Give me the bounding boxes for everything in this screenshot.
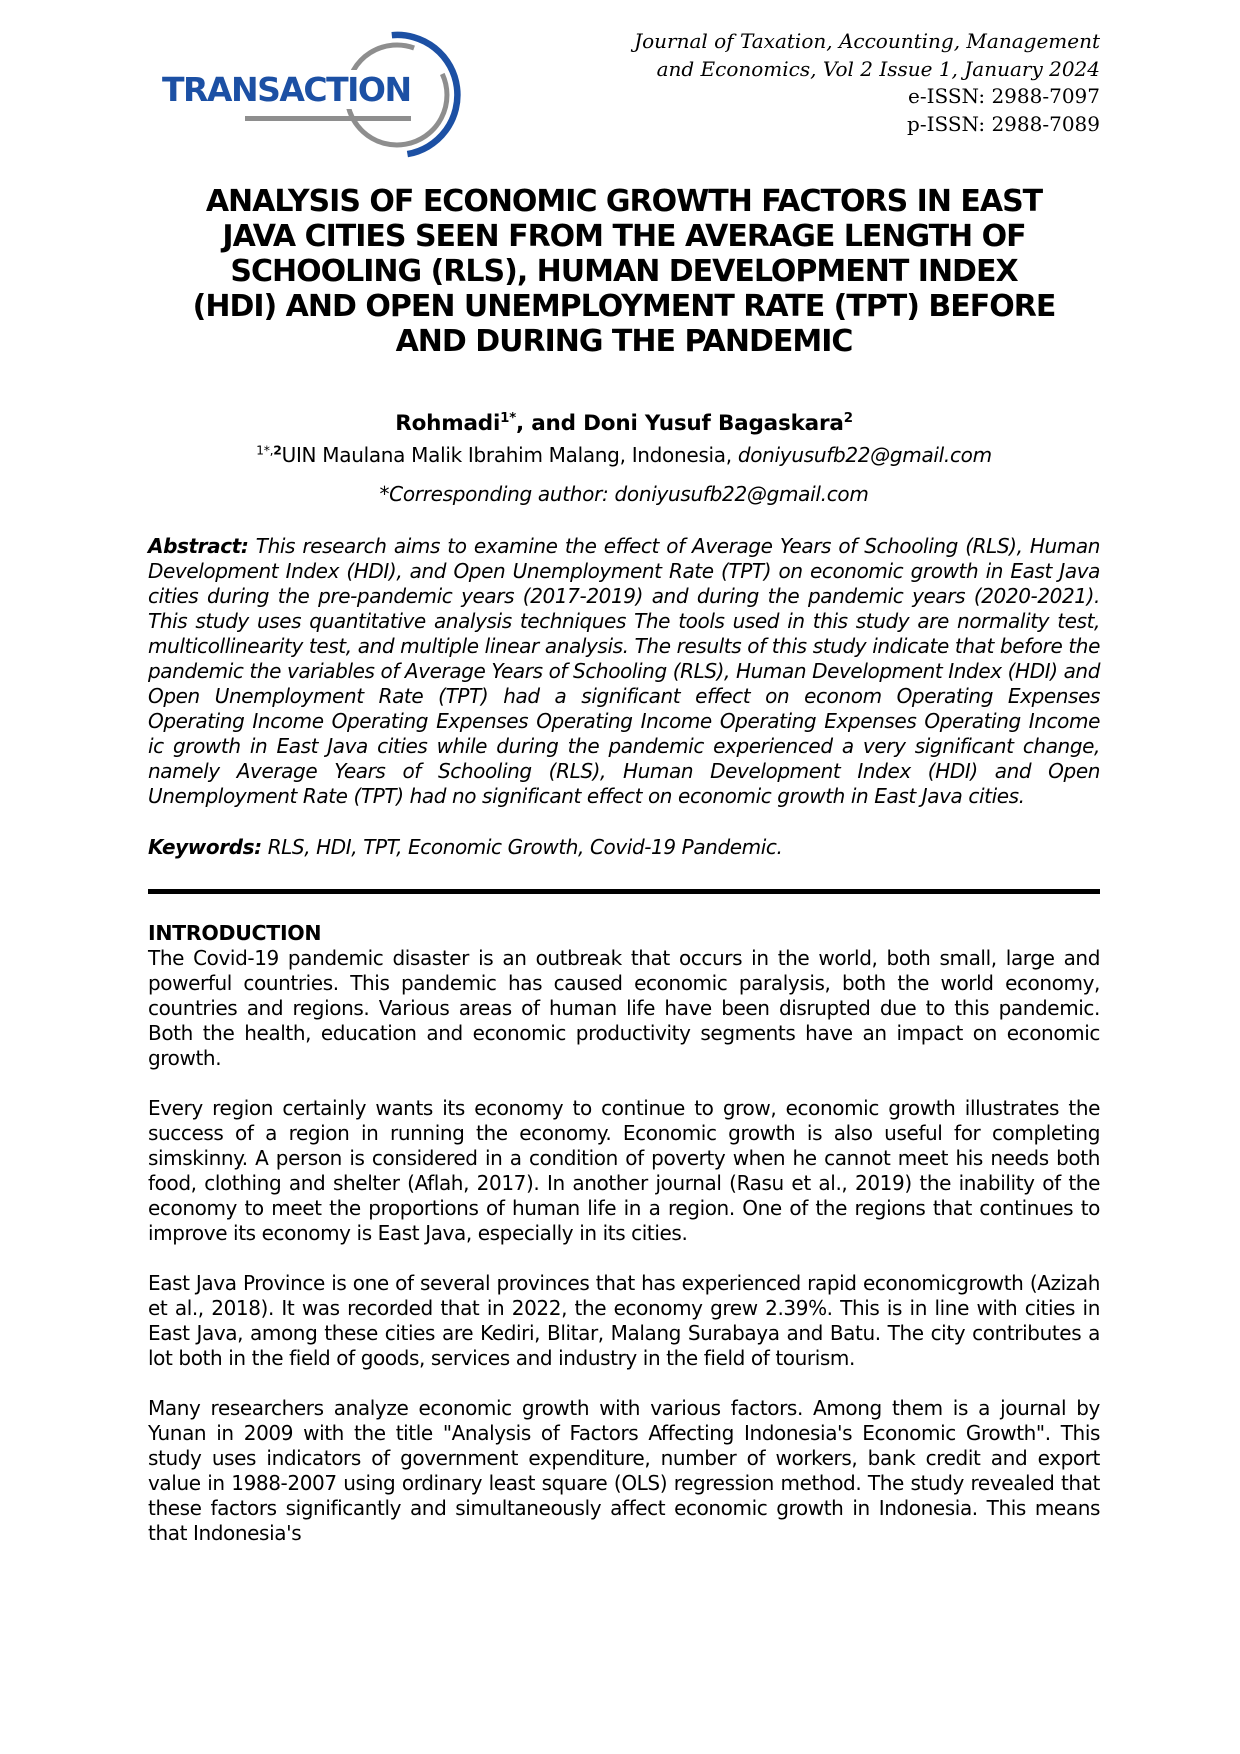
journal-info-line: e-ISSN: 2988-7097 xyxy=(908,84,1100,108)
affiliation-text: UIN Maulana Malik Ibrahim Malang, Indonesia, xyxy=(281,443,732,467)
author2-superscript: 2 xyxy=(843,410,853,426)
logo-wordmark: TRANSACTION xyxy=(162,70,411,109)
body-paragraph: Many researchers analyze economic growth with various factors. Among them is a journal by Yunan in 2009 with the title "Analysis of Factors Affecting Indonesia's Economic Growth". This study uses indicators of government expenditure, number of workers, bank credit and export value in 1988-2007 using ordinary least square (OLS) regression method. The study revealed that these factors significantly and simultaneously affect economic growth in Indonesia. This means that Indonesia's xyxy=(148,1396,1100,1545)
logo-underline xyxy=(245,116,411,121)
keywords-label: Keywords: xyxy=(148,835,262,859)
author1-superscript: 1* xyxy=(500,410,516,426)
keywords-text: RLS, HDI, TPT, Economic Growth, Covid-19 Pandemic. xyxy=(267,835,783,859)
body-paragraph: Every region certainly wants its economy to continue to grow, economic growth illustrates the success of a region in running the economy. Economic growth is also useful for completing simskinny. A person is considered in a condition of poverty when he cannot meet his needs both food, clothing and shelter (Aflah, 2017). In another journal (Rasu et al., 2019) the inability of the economy to meet the proportions of human life in a region. One of the regions that continues to improve its economy is East Java, especially in its cities. xyxy=(148,1096,1100,1245)
authors-connector: , and xyxy=(515,411,584,436)
keywords-line xyxy=(148,835,1100,859)
paper-title-line: JAVA CITIES SEEN FROM THE AVERAGE LENGTH OF xyxy=(222,219,1026,254)
author2-name: Doni Yusuf Bagaskara xyxy=(583,411,844,436)
paper-title xyxy=(148,184,1100,359)
authors-line xyxy=(148,411,1100,436)
abstract-label: Abstract: xyxy=(148,534,249,558)
affiliation-email: doniyusufb22@gmail.com xyxy=(737,443,992,467)
abstract xyxy=(148,534,1100,809)
body-paragraph: East Java Province is one of several provinces that has experienced rapid economicgrowth (Azizah et al., 2018). It was recorded that in 2022, the economy grew 2.39%. This is in line with cities in East Java, among these cities are Kediri, Blitar, Malang Surabaya and Batu. The city contributes a lot both in the field of goods, services and industry in the field of tourism. xyxy=(148,1271,1100,1370)
journal-info-line: Journal of Taxation, Accounting, Management xyxy=(634,29,1100,53)
journal-header xyxy=(148,0,1100,172)
journal-issue-info xyxy=(634,28,1100,138)
paper-title-line: AND DURING THE PANDEMIC xyxy=(395,324,853,359)
section-divider xyxy=(148,889,1100,894)
abstract-text: This research aims to examine the effect of Average Years of Schooling (RLS), Human Development Index (HDI), and Open Unemployment Rate (TPT) on economic growth in East Java cities during the pre-pandemic years (2017-2019) and during the pandemic years (2020-2021). This study uses quantitative analysis techniques The tools used in this study are normality test, multicollinearity test, and multiple linear analysis. The results of this study indicate that before the pandemic the variables of Average Years of Schooling (RLS), Human Development Index (HDI) and Open Unemployment Rate (TPT) had a significant effect on econom Operating Expenses Operating Income Operating Expenses Operating Income Operating Expenses Operating Income ic growth in East Java cities while during the pandemic experienced a very significant change, namely Average Years of Schooling (RLS), Human Development Index (HDI) and Open Unemployment Rate (TPT) had no significant effect on economic growth in East Java cities. xyxy=(148,534,1100,808)
affiliation-superscript-2: 2 xyxy=(273,442,282,458)
paper-title-line: SCHOOLING (RLS), HUMAN DEVELOPMENT INDEX xyxy=(230,254,1018,289)
paper-title-line: (HDI) AND OPEN UNEMPLOYMENT RATE (TPT) BEFORE xyxy=(192,289,1056,324)
section-heading: INTRODUCTION xyxy=(148,921,322,945)
introduction-paragraphs xyxy=(148,946,1100,1546)
affiliation-superscript-1: 1*, xyxy=(256,442,274,458)
body-paragraph: The Covid-19 pandemic disaster is an outbreak that occurs in the world, both small, large and powerful countries. This pandemic has caused economic paralysis, both the world economy, countries and regions. Various areas of human life have been disrupted due to this pandemic. Both the health, education and economic productivity segments have an impact on economic growth. xyxy=(148,946,1100,1070)
journal-info-line: p-ISSN: 2988-7089 xyxy=(907,111,1100,136)
affiliation-line xyxy=(148,443,1100,467)
introduction-section xyxy=(148,921,1100,1546)
paper-title-line: ANALYSIS OF ECONOMIC GROWTH FACTORS IN EAST xyxy=(205,184,1043,219)
journal-info-line: and Economics, Vol 2 Issue 1, January 2024 xyxy=(656,56,1100,81)
author1-name: Rohmadi xyxy=(395,411,501,436)
corresponding-author-line: *Corresponding author: doniyusufb22@gmail.com xyxy=(379,482,869,506)
